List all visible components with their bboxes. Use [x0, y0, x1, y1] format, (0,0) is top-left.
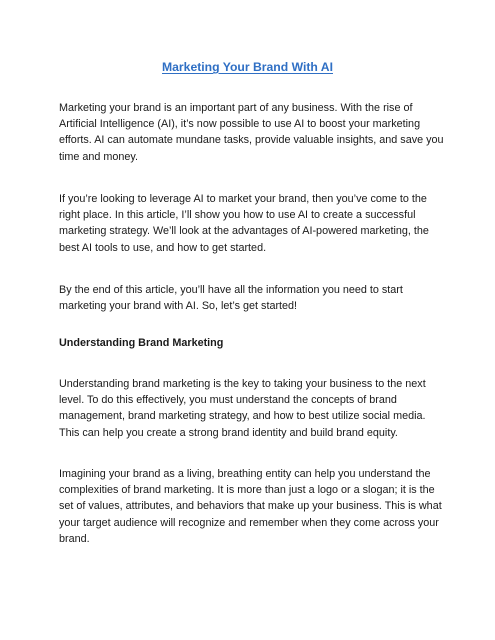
intro-paragraph-2: If you’re looking to leverage AI to market your brand, then you’ve come to the right place. In this article, I’ll show you how to use AI to create a successful marketing strategy. We’ll look at the advantages of AI-powered marketing, the best AI tools to use, and how to get started.	[59, 193, 429, 254]
section-paragraph-1: Understanding brand marketing is the key to taking your business to the next level. To do this effectively, you must understand the concepts of brand management, brand marketing strategy, and how to best utilize social media. This can help you create a strong brand identity and build brand equity.	[59, 378, 426, 439]
intro-paragraph-3: By the end of this article, you’ll have all the information you need to start marketing your brand with AI. So, let’s get started!	[59, 284, 403, 313]
document-title[interactable]: Marketing Your Brand With AI	[162, 60, 333, 74]
intro-paragraph-1: Marketing your brand is an important part of any business. With the rise of Artificial Intelligence (AI), it’s now possible to use AI to boost your marketing efforts. AI can automate mundane tasks, provide valuable insights, and save you time and money.	[59, 102, 444, 163]
section-heading: Understanding Brand Marketing	[59, 337, 224, 349]
section-paragraph-2: Imagining your brand as a living, breathing entity can help you understand the complexities of brand marketing. It is more than just a logo or a slogan; it is the set of values, attributes, and behaviors that make up your business. This is what your target audience will recognize and remember when they come across your brand.	[59, 468, 442, 545]
